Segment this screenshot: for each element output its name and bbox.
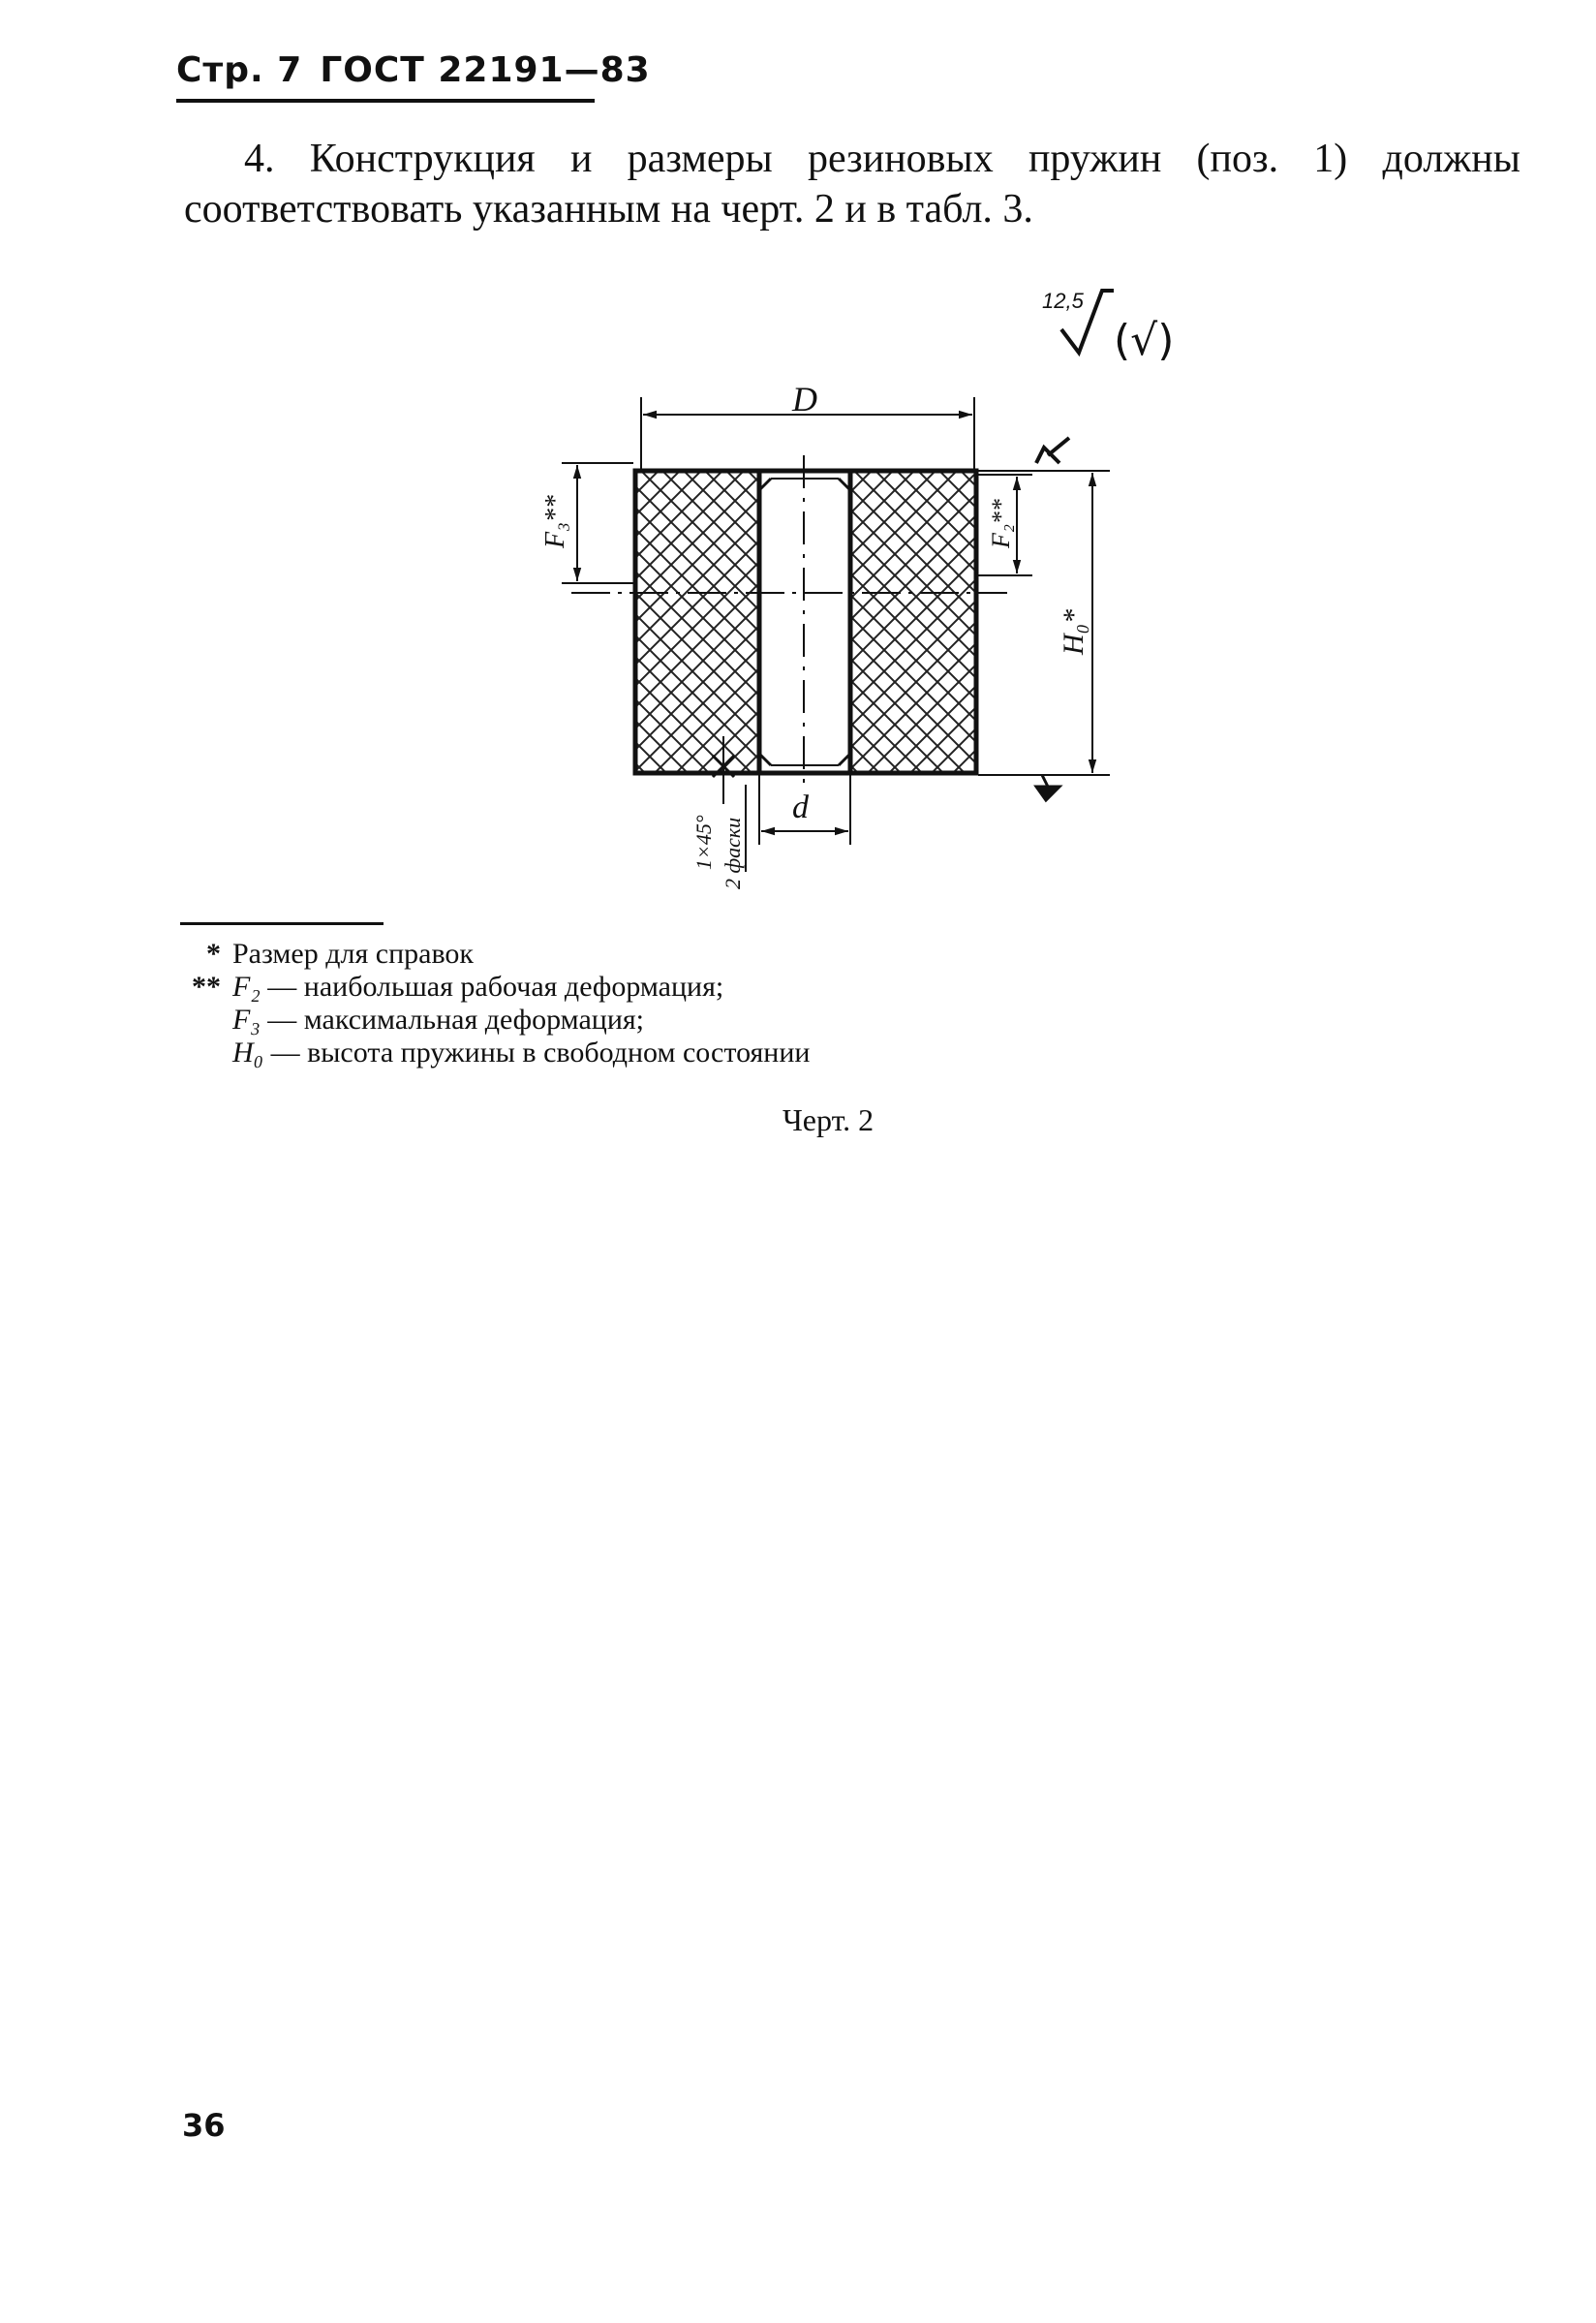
footnote-4-text: — высота пружины в свободном состоянии bbox=[263, 1037, 811, 1069]
footnote-2-text: — наибольшая рабочая деформация; bbox=[260, 971, 724, 1003]
dim-H0-label: H₀* bbox=[1058, 608, 1090, 655]
footnote-2-symbol: F₂ bbox=[232, 971, 261, 1003]
paragraph-line-1: 4. Конструкция и размеры резиновых пружин (поз. 1) должны bbox=[244, 137, 1520, 181]
roughness-value: 12,5 bbox=[1042, 289, 1084, 313]
footnote-rule bbox=[180, 922, 384, 925]
footnote-3-text: — максимальная деформация; bbox=[260, 1004, 645, 1036]
dim-D-label: D bbox=[792, 380, 817, 418]
paragraph-line-2: соответствовать указанным на черт. 2 и в табл. 3. bbox=[184, 187, 1033, 232]
footnote-2-mark: ** bbox=[192, 971, 221, 1003]
footnotes bbox=[192, 938, 811, 1069]
footnote-1-mark: * bbox=[206, 938, 221, 970]
roughness-symbol bbox=[1042, 289, 1174, 365]
page-number: 36 bbox=[182, 2107, 226, 2144]
spring-section bbox=[571, 455, 1007, 790]
dim-F3-label: F₃** bbox=[540, 495, 570, 548]
dimension-H0 bbox=[978, 438, 1110, 800]
footnote-1 bbox=[206, 938, 810, 971]
footnote-2 bbox=[192, 971, 810, 1004]
dimension-d bbox=[759, 775, 850, 845]
standard-number: ГОСТ 22191—83 bbox=[320, 50, 651, 90]
footnote-1-text: Размер для справок bbox=[232, 938, 474, 970]
footnote-3-symbol: F₃ bbox=[232, 1004, 261, 1036]
footnote-4 bbox=[232, 1037, 810, 1069]
dim-d-label: d bbox=[792, 790, 809, 825]
footnote-4-symbol: H₀ bbox=[232, 1037, 264, 1069]
roughness-bracket: (√) bbox=[1114, 316, 1175, 365]
page-label: Стр. 7 bbox=[176, 50, 303, 90]
chamfer-size: 1×45° bbox=[691, 815, 716, 870]
dimension-F3 bbox=[540, 463, 633, 583]
dimension-F2 bbox=[978, 475, 1032, 575]
chamfer-count: 2 фаски bbox=[721, 817, 745, 889]
dim-F2-label: F₂** bbox=[987, 499, 1015, 548]
footnote-3 bbox=[232, 1004, 810, 1037]
dimension-D bbox=[641, 380, 974, 469]
figure-caption: Черт. 2 bbox=[783, 1102, 875, 1137]
